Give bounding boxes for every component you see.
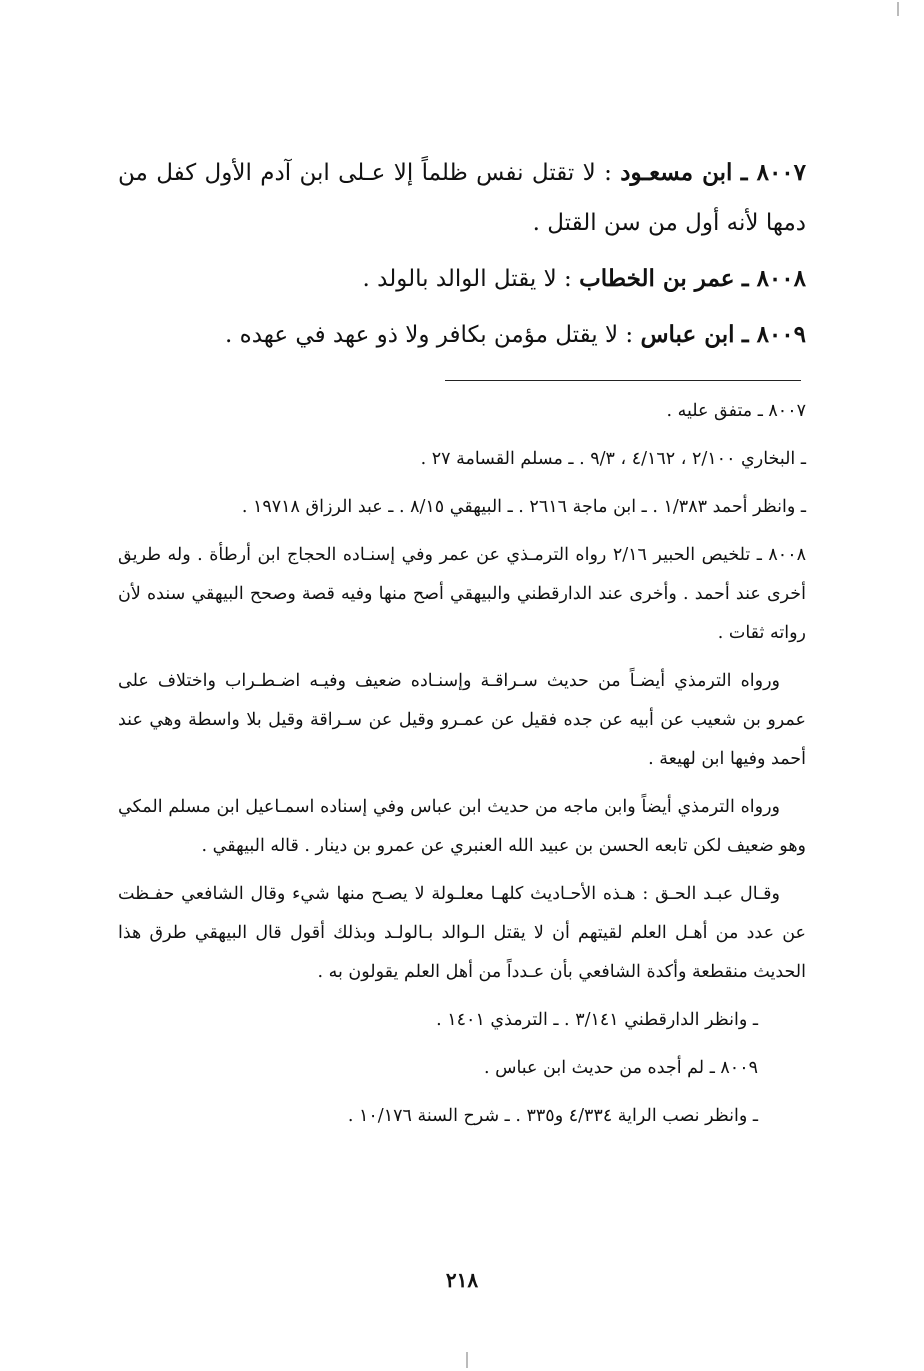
entry-number: ٨٠٠٧ ـ [740,159,807,186]
main-text [118,148,806,366]
footnote-line: ٨٠٠٩ ـ لم أجده من حديث ابن عباس . [483,1058,758,1078]
footnote-line: ـ وانظر أحمد ١/٣٨٣ . ـ ابن ماجة ٢٦١٦ . ـ البيهقي ٨/١٥ . ـ عبد الرزاق ١٩٧١٨ . [241,497,806,517]
entry-text: : لا يقتل الوالد بالولد . [362,266,572,292]
footnote-line: ورواه الترمذي أيضاً وابن ماجه من حديث ابن عباس وفي إسناده اسمـاعيل ابن مسلم المكي وهو ضعيف لكن تابعه الحسن بن عبيد الله العنبري عن عمرو بن دينار . قاله البيهقي . [118,797,806,856]
footnote-line: ـ وانظر نصب الراية ٤/٣٣٤ و٣٣٥ . ـ شرح السنة ١٠/١٧٦ . [347,1106,758,1126]
footnote-line: ـ وانظر الدارقطني ٣/١٤١ . ـ الترمذي ١٤٠١ . [436,1010,758,1030]
footnote-line: ـ البخاري ٢/١٠٠ ، ٤/١٦٢ ، ٩/٣ . ـ مسلم القسامة ٢٧ . [420,449,806,469]
scan-mark-bottom [466,1352,468,1368]
entry-narrator: ابن عباس [640,321,735,348]
footnote-line: ٨٠٠٧ ـ متفق عليه . [666,401,806,421]
entry-text: : لا يقتل مؤمن بكافر ولا ذو عهد في عهده . [225,322,634,348]
entry-number: ٨٠٠٨ ـ [741,265,806,292]
entry-narrator: ابن مسعـود [620,159,733,186]
entry-8009 [118,310,806,360]
entry-8008 [118,254,806,304]
footnote-divider [445,380,801,381]
scan-mark-top [897,2,899,16]
footnote-line: ٨٠٠٨ ـ تلخيص الحبير ٢/١٦ رواه الترمـذي عن عمر وفي إسنـاده الحجاج ابن أرطأة . وله طريق أخرى عند أحمد . وأخرى عند الدارقطني والبيهقي أصح منها وفيه قصة وصحح البيهقي سنده لأن رواته ثقات . [118,545,806,643]
entry-narrator: عمر بن الخطاب [579,265,735,292]
entry-8007 [118,148,806,248]
page-number: ٢١٨ [445,1268,479,1292]
entry-number: ٨٠٠٩ ـ [741,321,806,348]
footnote-line: وقـال عبـد الحـق : هـذه الأحـاديث كلهـا معلـولة لا يصـح منها شيء وقال الشافعي حفـظت عن عدد من أهـل العلم لقيتهم أن لا يقتل الـوالد بـالولـد وبذلك أقول قال البيهقي طرق هذا الحديث منقطعة وأكدة الشافعي بأن عـدداً من أهل العلم يقولون به . [118,884,806,982]
footnote-line: ورواه الترمذي أيضـاً من حديث سـراقـة وإسنـاده ضعيف وفيـه اضـطـراب واختلاف على عمرو بن شعيب عن أبيه عن جده فقيل عن عمـرو وقيل عن سـراقة وقيل بلا واسطة وهي عند أحمد وفيها ابن لهيعة . [118,671,806,769]
entry-text: : لا تقتل نفس ظلماً إلا عـلى ابن آدم الأول كفل من دمها لأنه أول من سن القتل . [118,160,806,236]
footnotes [118,392,806,1145]
